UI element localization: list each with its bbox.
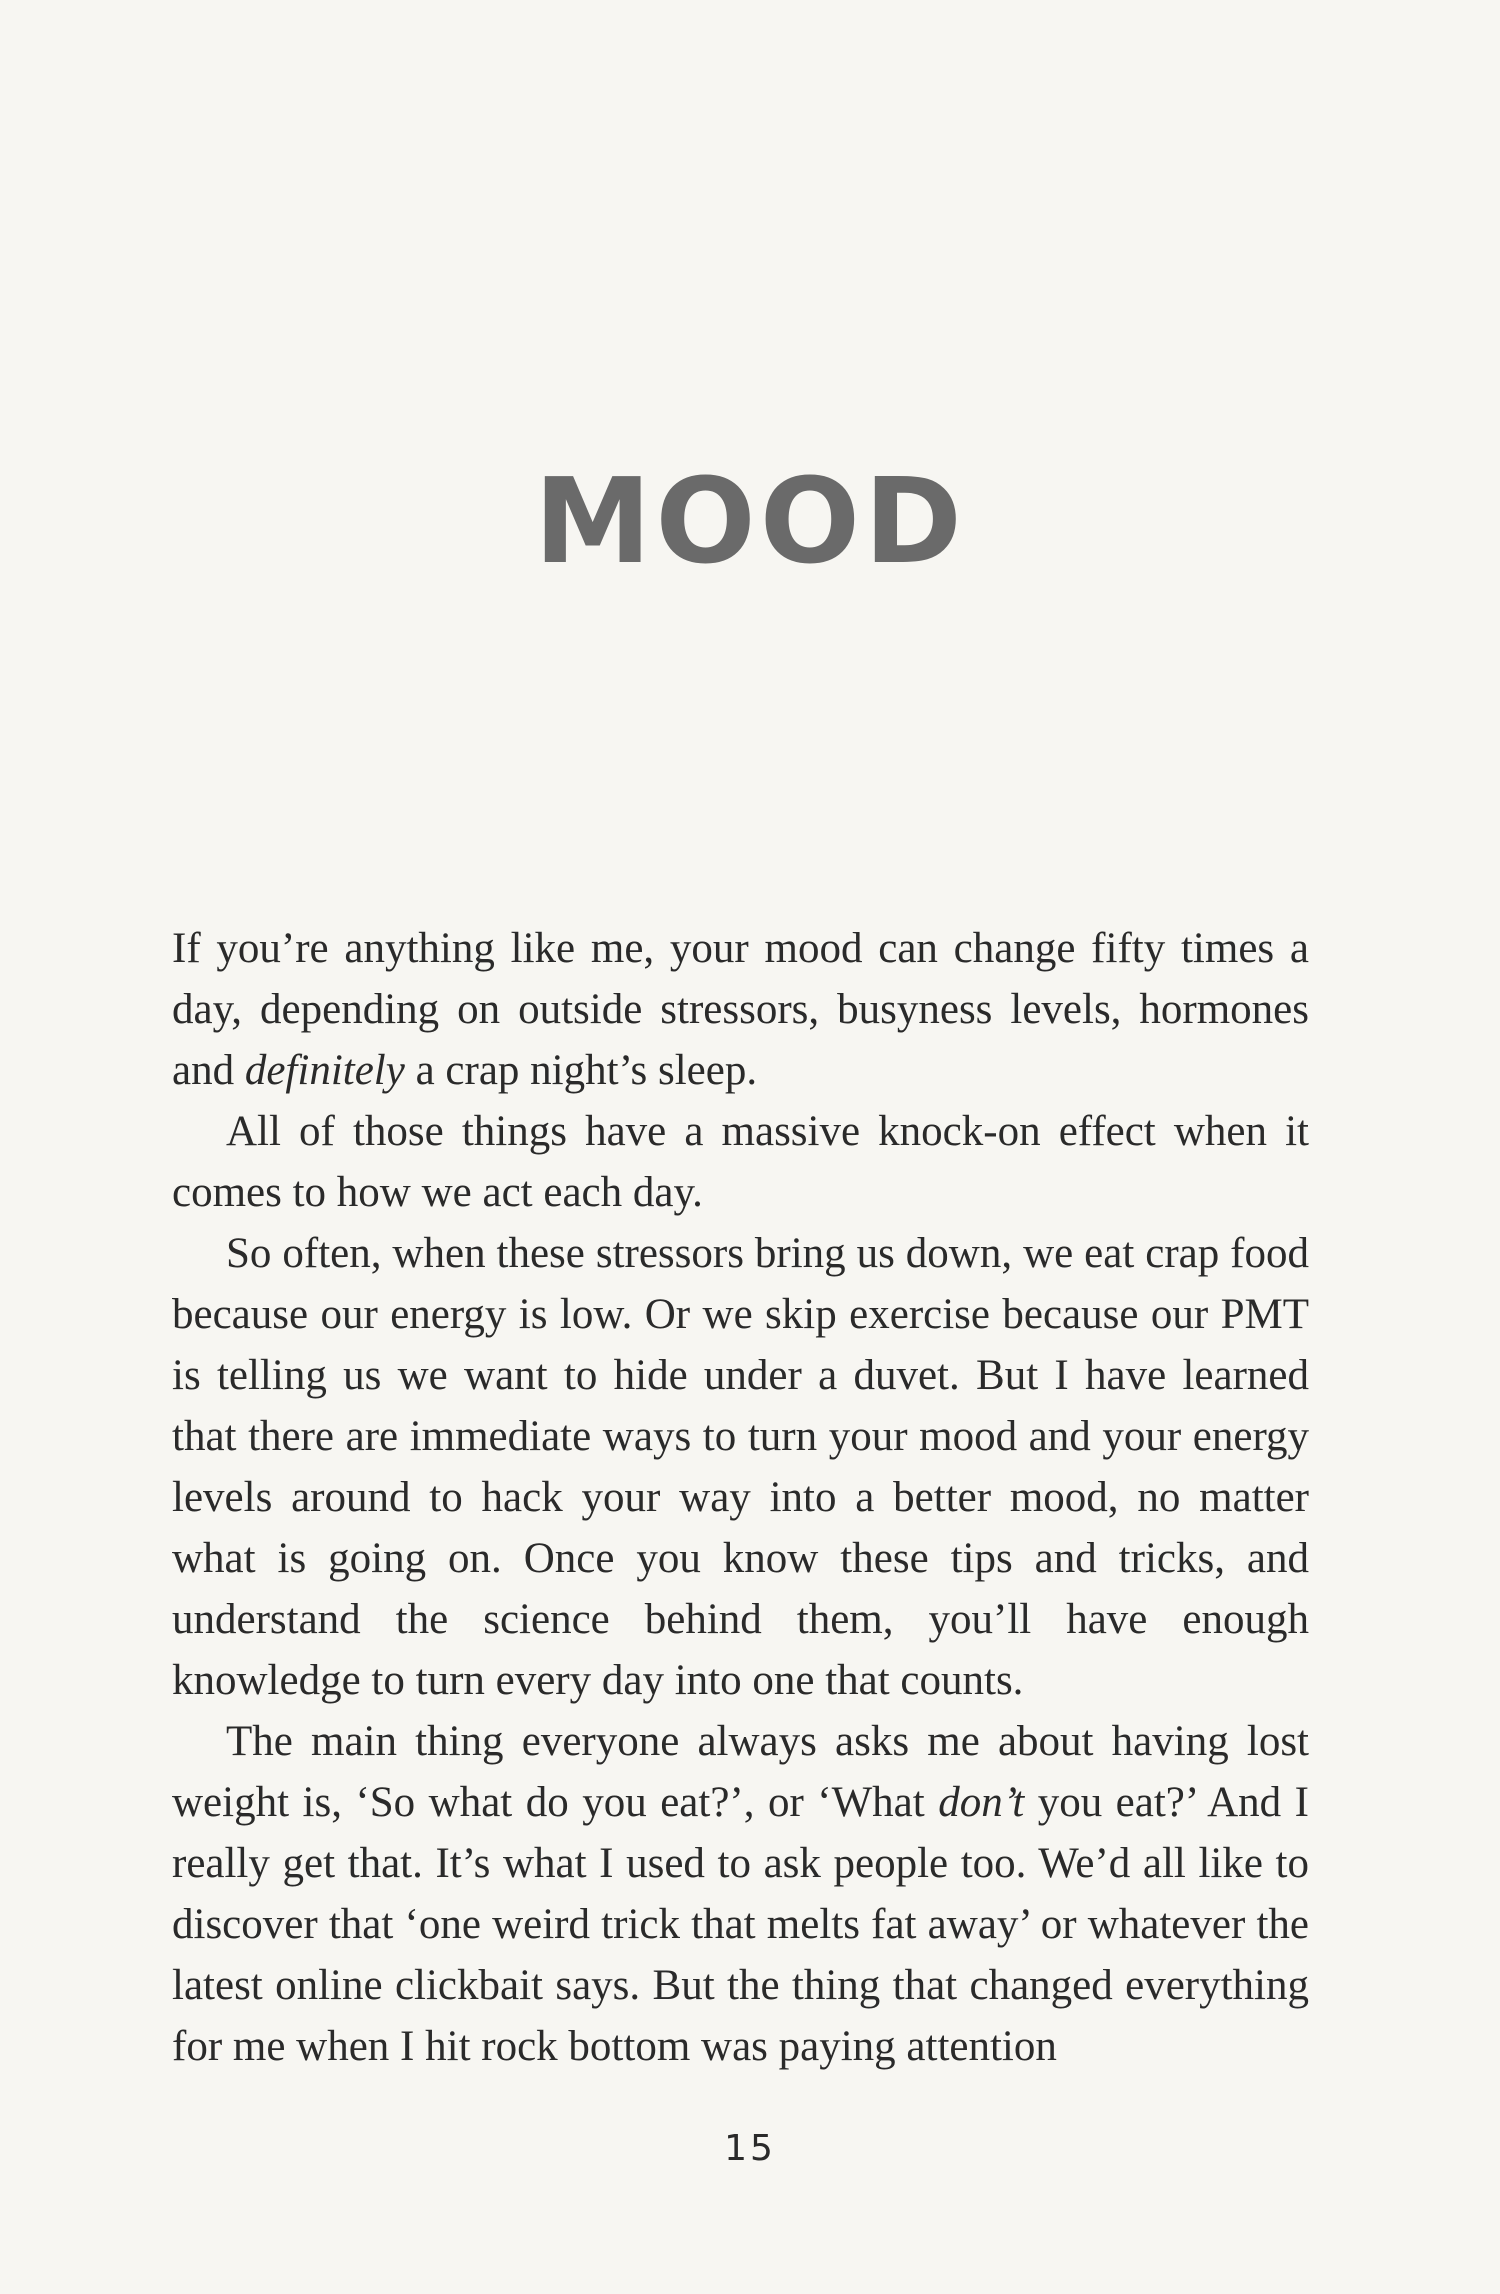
paragraph-4-text-a: The main thing everyone always asks me about having lost weight is, ‘So what do you eat?’, or ‘What (172, 1718, 1309, 1826)
paragraph-1-text-b: a crap night’s sleep. (404, 1047, 758, 1094)
paragraph-1-text-a: If you’re anything like me, your mood can change fifty times a day, depending on outside stressors, busyness levels, hormones and (172, 925, 1309, 1094)
body-text (172, 918, 1309, 2077)
paragraph-1-emphasis: definitely (244, 1047, 405, 1094)
paragraph-4 (172, 1711, 1309, 2077)
chapter-title: MOOD (534, 452, 966, 590)
paragraph-1 (172, 918, 1309, 1101)
paragraph-3: So often, when these stressors bring us down, we eat crap food because our energy is low. Or we skip exercise because our PMT is telling us we want to hide under a duvet. But I have learned that there are immediate ways to turn your mood and your energy levels around to hack your way into a better mood, no matter what is going on. Once you know these tips and tricks, and understand the science behind them, you’ll have enough knowledge to turn every day into one that counts. (172, 1230, 1309, 1704)
paragraph-4-emphasis: don’t (938, 1779, 1025, 1826)
page-number: 15 (724, 2128, 776, 2169)
paragraph-4-text-b: you eat?’ And I really get that. It’s what I used to ask people too. We’d all like to discover that ‘one weird trick that melts fat away’ or whatever the latest online clickbait says. But the thing that changed everything for me when I hit rock bottom was paying attention (172, 1779, 1309, 2070)
paragraph-2: All of those things have a massive knock-on effect when it comes to how we act each day. (172, 1108, 1309, 1216)
